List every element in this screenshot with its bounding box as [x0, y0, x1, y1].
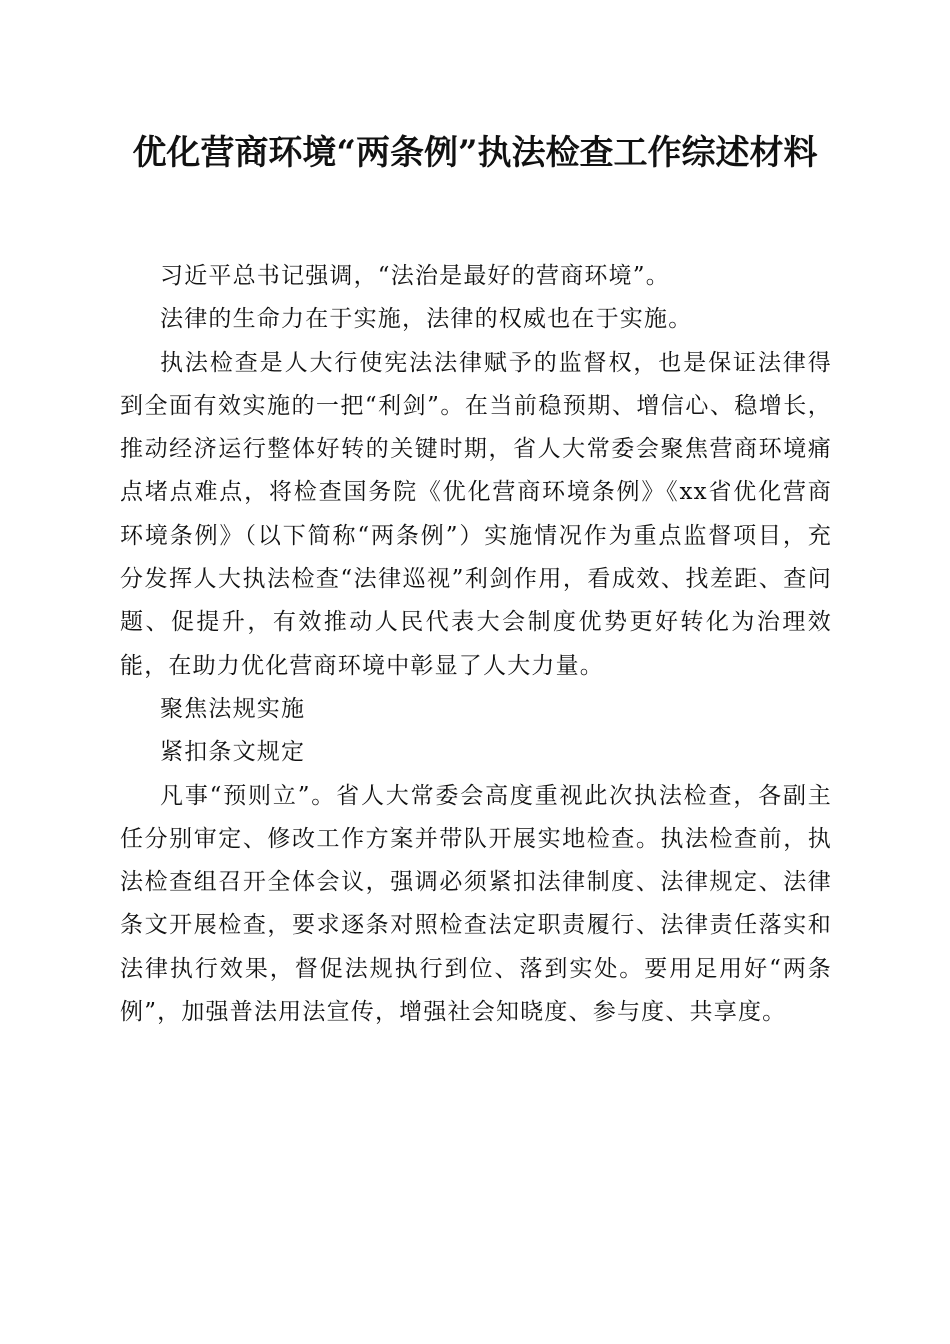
paragraph-preparation: 凡事“预则立”。省人大常委会高度重视此次执法检查，各副主任分别审定、修改工作方案并带队开展实地检查。执法检查前，执法检查组召开全体会议，强调必须紧扣法律制度、法律规定、法律条文开展检查，要求逐条对照检查法定职责履行、法律责任落实和法律执行效果，督促法规执行到位、落到实处。要用足用好“两条例”，加强普法用法宣传，增强社会知晓度、参与度、共享度。: [120, 782, 832, 1026]
paragraph-quote: 习近平总书记强调，“法治是最好的营商环境”。: [160, 263, 670, 289]
section-heading-focus: 聚焦法规实施: [160, 695, 306, 722]
section-subheading-provisions: 紧扣条文规定: [160, 739, 306, 766]
paragraph-inspection-overview: 执法检查是人大行使宪法法律赋予的监督权，也是保证法律得到全面有效实施的一把“利剑”。在当前稳预期、增信心、稳增长，推动经济运行整体好转的关键时期，省人大常委会聚焦营商环境痛点堵点难点，将检查国务院《优化营商环境条例》《xx省优化营商环境条例》（以下简称“两条例”）实施情况作为重点监督项目，充分发挥人大执法检查“法律巡视”利剑作用，看成效、找差距、查问题、促提升，有效推动人民代表大会制度优势更好转化为治理效能，在助力优化营商环境中彰显了人大力量。: [120, 349, 832, 679]
document-title: 优化营商环境“两条例”执法检查工作综述材料: [132, 133, 818, 173]
document-body: [120, 255, 832, 1034]
paragraph-law-life: 法律的生命力在于实施，法律的权威也在于实施。: [160, 306, 693, 333]
